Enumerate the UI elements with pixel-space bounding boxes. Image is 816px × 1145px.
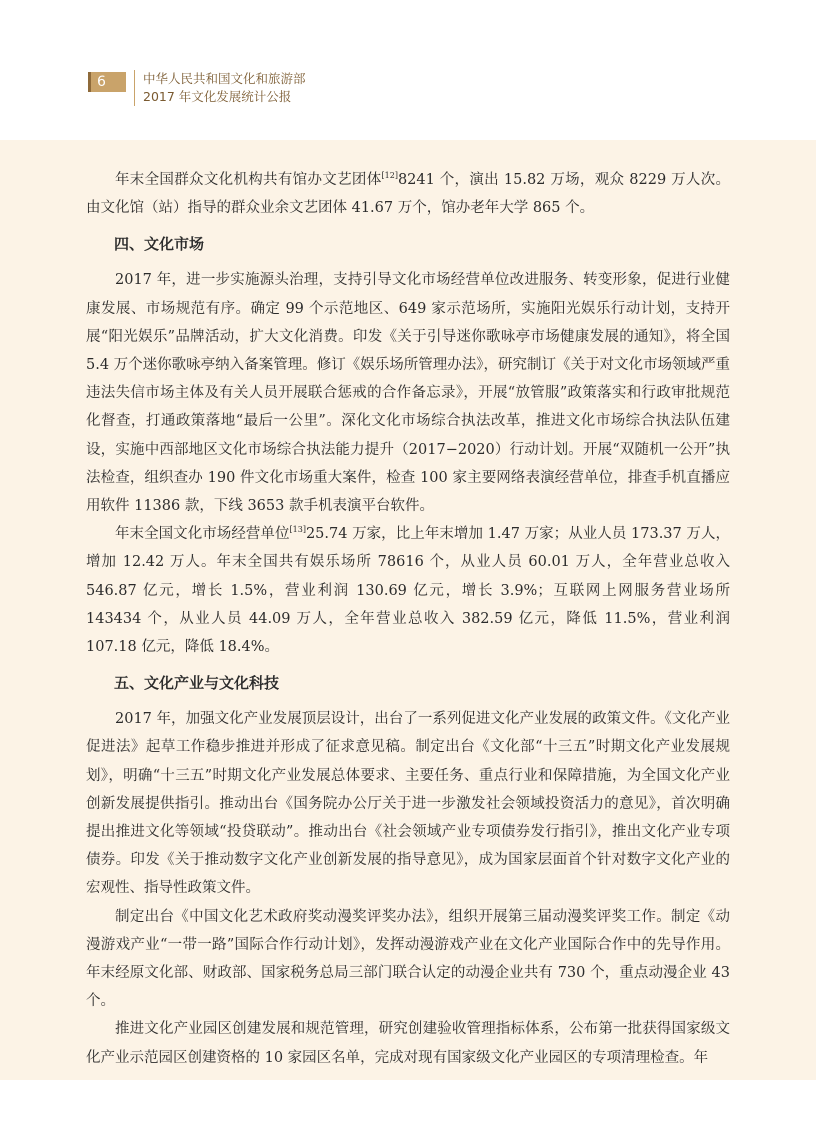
paragraph-mass-culture: 年末全国群众文化机构共有馆办文艺团体[12]8241 个，演出 15.82 万场，观众 8229 万人次。由文化馆（站）指导的群众业余文艺团体 41.67 万个，馆办老年大学 865 个。 [86, 171, 731, 217]
header-org-name: 中华人民共和国文化和旅游部 [143, 71, 306, 86]
paragraph-market-stats: 年末全国文化市场经营单位[13]25.74 万家，比上年末增加 1.47 万家；从业人员 173.37 万人，增加 12.42 万人。年末全国共有娱乐场所 78616 个，从业人员 60.01 万人，全年营业总收入 546.87 亿元，增长 1.5%，营业利润 130.69 亿元，增长 3.9%；互联网上网服务营业场所 143434 个，从业人员 44.09 万人，全年营业总收入 382.59 亿元，降低 11.5%，营业利润 107.18 亿元，降低 18.4%。 [86, 525, 730, 656]
page-number-badge: 6 [88, 72, 126, 92]
header-divider [134, 70, 135, 106]
paragraph-market-governance: 2017 年，进一步实施源头治理，支持引导文化市场经营单位改进服务、转变形象，促进行业健康发展、市场规范有序。确定 99 个示范地区、649 家示范场所，实施阳光娱乐行动计划，支持开展“阳光娱乐”品牌活动，扩大文化消费。印发《关于引导迷你歌咏亭市场健康发展的通知》，将全国 5.4 万个迷你歌咏亭纳入备案管理。修订《娱乐场所管理办法》，研究制订《关于对文化市场领域严重违法失信市场主体及有关人员开展联合惩戒的合作备忘录》，开展“放管服”政策落实和行政审批规范化督查，打通政策落地“最后一公里”。深化文化市场综合执法改革，推进文化市场综合执法队伍建设，实施中西部地区文化市场综合执法能力提升（2017−2020）行动计划。开展“双随机一公开”执法检查，组织查办 190 件文化市场重大案件，检查 100 家主要网络表演经营单位，排查手机直播应用软件 11386 款，下线 3653 款手机表演平台软件。 [86, 272, 730, 515]
page-footer [0, 1080, 816, 1145]
paragraph-animation: 制定出台《中国文化艺术政府奖动漫奖评奖办法》，组织开展第三届动漫奖评奖工作。制定《动漫游戏产业“一带一路”国际合作行动计划》，发挥动漫游戏产业在文化产业国际合作中的先导作用。年末经原文化部、财政部、国家税务总局三部门联合认定的动漫企业共有 730 个，重点动漫企业 43 个。 [86, 908, 730, 1010]
section-heading-culture-market: 四、文化市场 [114, 235, 205, 254]
footnote-ref: [12] [381, 171, 398, 181]
header-titles [143, 70, 306, 106]
paragraph-industrial-parks: 推进文化产业园区创建发展和规范管理，研究创建验收管理指标体系，公布第一批获得国家级文化产业示范园区创建资格的 10 家园区名单，完成对现有国家级文化产业园区的专项清理检查。年 [86, 1021, 730, 1066]
page-header [0, 0, 816, 140]
footnote-ref: [13] [289, 525, 306, 535]
section-heading-culture-industry: 五、文化产业与文化科技 [114, 674, 280, 693]
paragraph-industry-policy: 2017 年，加强文化产业发展顶层设计，出台了一系列促进文化产业发展的政策文件。《文化产业促进法》起草工作稳步推进并形成了征求意见稿。制定出台《文化部“十三五”时期文化产业发展规划》，明确“十三五”时期文化产业发展总体要求、主要任务、重点行业和保障措施，为全国文化产业创新发展提供指引。推动出台《国务院办公厅关于进一步激发社会领域投资活力的意见》，首次明确提出推进文化等领域“投贷联动”。推动出台《社会领域产业专项债券发行指引》，推出文化产业专项债券。印发《关于推动数字文化产业创新发展的指导意见》，成为国家层面首个针对数字文化产业的宏观性、指导性政策文件。 [86, 711, 730, 897]
header-report-title: 2017 年文化发展统计公报 [143, 89, 292, 104]
page-body [0, 140, 816, 1080]
body-text [86, 166, 730, 1072]
